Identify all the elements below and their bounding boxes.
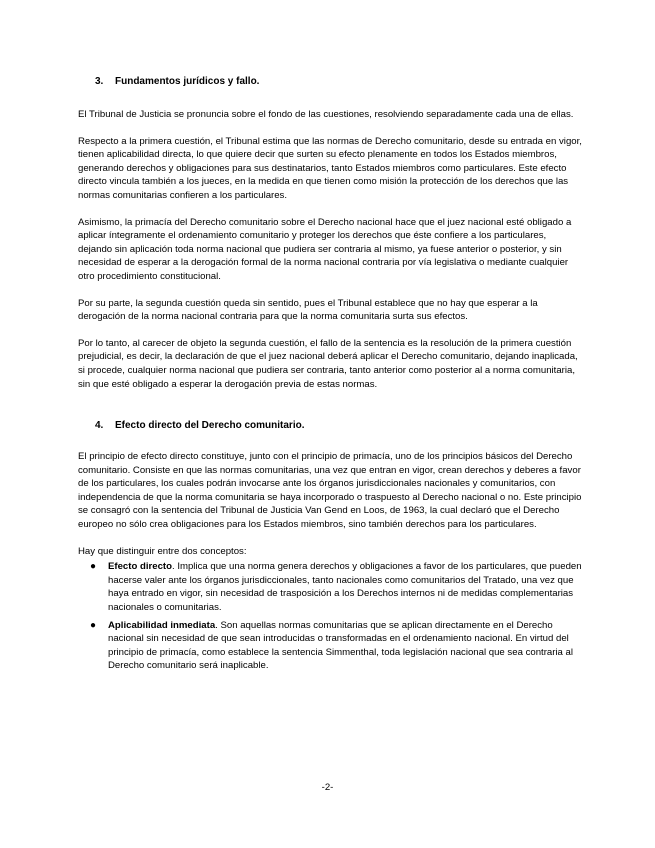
section-3-heading — [78, 75, 582, 89]
paragraph: El Tribunal de Justicia se pronuncia sobre el fondo de las cuestiones, resolviendo separadamente cada una de ellas. — [78, 109, 574, 120]
paragraph: El principio de efecto directo constituye, junto con el principio de primacía, uno de los principios básicos del Derecho comunitario. Consiste en que las normas comunitarias, una vez que entran en vigor, crean derechos y deberes a favor de los particulares, los cuales podrán invocarse ante los órganos jurisdiccionales nacionales y comunitarios, con independencia de que la norma comunitaria se haya incorporado o traspuesto al Derecho nacional o no. Este principio se consagró con la sentencia del Tribunal de Justicia Van Gend en Loos, de 1963, la cual declaró que el Derecho europeo no sólo crea obligaciones para los Estados miembros, sino también derechos para los particulares. — [78, 451, 582, 531]
list-item — [78, 619, 582, 673]
section-3-number: 3. — [95, 76, 104, 87]
paragraph: Asimismo, la primacía del Derecho comunitario sobre el Derecho nacional hace que el juez nacional esté obligado a aplicar íntegramente el ordenamiento comunitario y proteger los derechos que éste confiere a los particulares, dejando sin aplicación toda norma nacional que pudiera ser contraria al mismo, ya fuese anterior o posterior, y sin necesidad de esperar a la derogación formal de la norma nacional contraria por vía legislativa o mediante cualquier otro procedimiento constitucional. — [78, 216, 572, 282]
concept-list — [78, 560, 582, 673]
paragraph: Por su parte, la segunda cuestión queda sin sentido, pues el Tribunal establece que no hay que esperar a la derogación de la norma nacional contraria para que la norma comunitaria surta sus efectos. — [78, 297, 538, 323]
section-4-title: Efecto directo del Derecho comunitario. — [115, 420, 305, 432]
list-item — [78, 560, 582, 614]
list-item-text: . Implica que una norma genera derechos y obligaciones a favor de los particulares, que pueden hacerse valer ante los órganos jurisdiccionales, tanto nacionales como comunitarios del Tratado, una vez que haya entrado en vigor, sin necesidad de trasposición a los Derechos internos ni de medidas complementarias nacionales o comunitarias. — [108, 561, 582, 614]
bullet-icon: ● — [90, 561, 97, 573]
list-item-text: . Son aquellas normas comunitarias que se aplican directamente en el Derecho nacional sin necesidad de que sean introducidas o transformadas en el ordenamiento nacional. En virtud del principio de primacía, como establece la sentencia Simmenthal, toda legislación nacional que sea contraria al Derecho comunitario será inaplicable. — [108, 619, 574, 672]
paragraph: Respecto a la primera cuestión, el Tribunal estima que las normas de Derecho comunitario, desde su entrada en vigor, tienen aplicabilidad directa, lo que quiere decir que surten su efecto plenamente en todos los Estados miembros, generando derechos y obligaciones para sus destinatarios, tanto Estados miembros como particulares. Este efecto directo vincula también a los jueces, en la medida en que tienen como misión la protección de los derechos que las normas comunitarias confieren a los particulares. — [78, 135, 582, 201]
page-content — [78, 75, 582, 677]
section-4-heading — [78, 419, 582, 433]
paragraph: Por lo tanto, al carecer de objeto la segunda cuestión, el fallo de la sentencia es la resolución de la primera cuestión prejudicial, es decir, la declaración de que el juez nacional deberá aplicar el Derecho comunitario, dejando inaplicada, si procede, cualquier norma nacional que pudiera ser contraria, tanto anterior como posterior al a norma comunitaria, sin que esté obligado a esperar la derogación previa de estas normas. — [78, 337, 578, 390]
list-item-term: Efecto directo — [108, 561, 172, 573]
list-item-term: Aplicabilidad inmediata — [108, 619, 216, 631]
section-3-title: Fundamentos jurídicos y fallo. — [115, 76, 260, 87]
section-4-number: 4. — [95, 420, 104, 432]
page-number: -2- — [321, 782, 334, 793]
list-intro: Hay que distinguir entre dos conceptos: — [78, 545, 247, 557]
bullet-icon: ● — [90, 619, 97, 631]
